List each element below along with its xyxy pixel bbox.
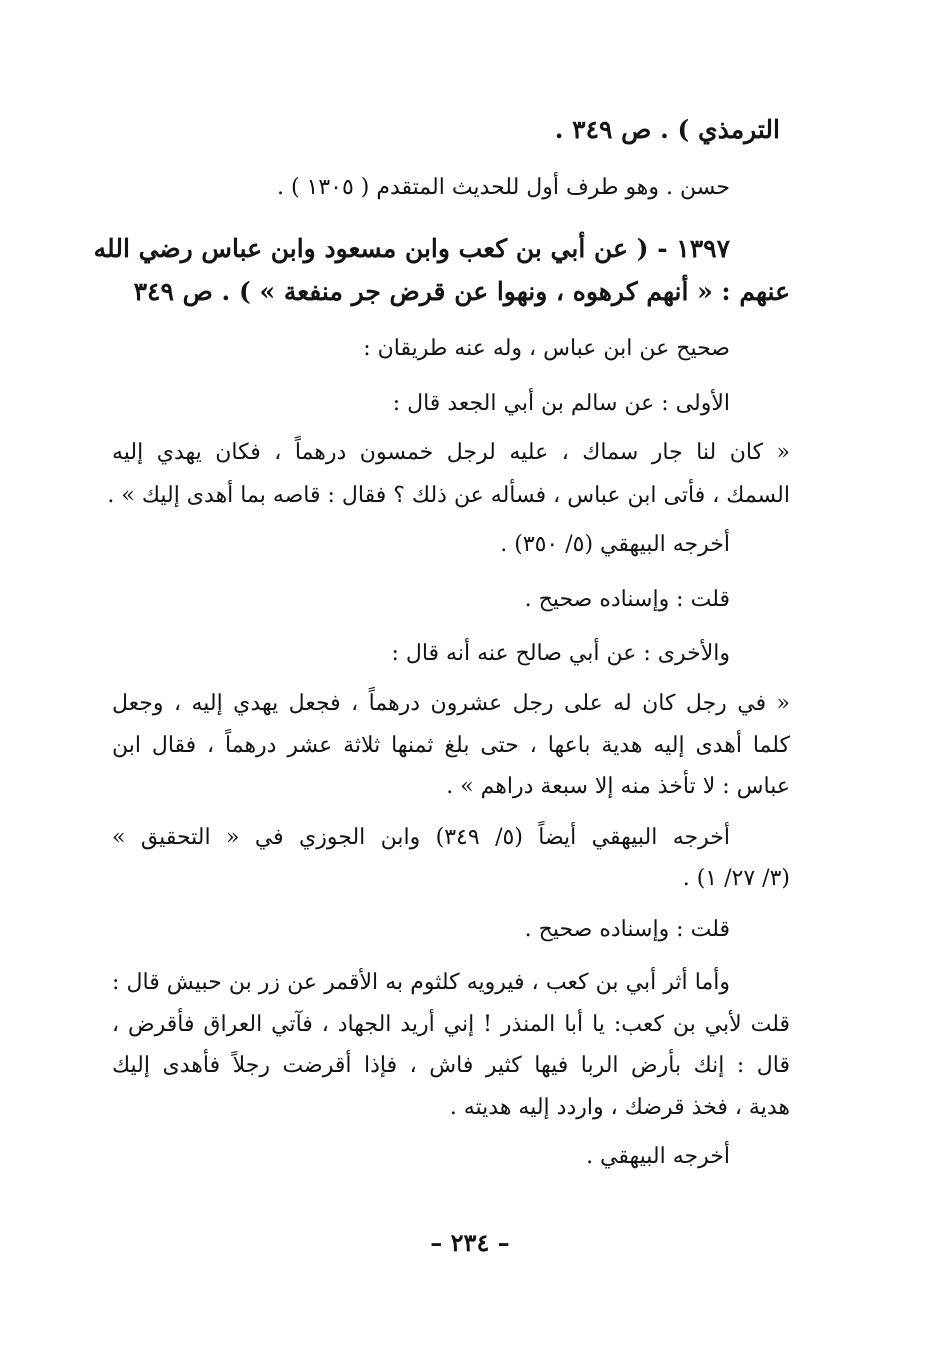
quote2-line-3: عباس : لا تأخذ منه إلا سبعة دراهم » . (446, 774, 790, 799)
text-line-15: أخرجه البيهقي أيضاً (٥/ ٣٤٩) وابن الجوزي في « التحقيق » (112, 825, 730, 850)
quote-line-1: « كان لنا جار سماك ، عليه لرجل خمسون درهماً ، فكان يهدي إليه (112, 440, 790, 465)
text-line-5: صحيح عن ابن عباس ، وله عنه طريقان : (363, 336, 730, 361)
text-line-16: (٣/ ٢٧/ ١) . (682, 866, 790, 891)
text-line-22: أخرجه البيهقي . (586, 1144, 730, 1169)
text-line-17: قلت : وإسناده صحيح . (524, 917, 730, 942)
text-line-20: قال : إنك بأرض الربا فيها كثير فاش ، فإذا أقرضت رجلاً فأهدى إليك (112, 1053, 790, 1078)
text-line-1: الترمذي ) . ص ٣٤٩ . (554, 115, 780, 144)
hadith-heading-line-1: ١٣٩٧ - ( عن أبي بن كعب وابن مسعود وابن عباس رضي الله (93, 234, 730, 263)
text-line-9: أخرجه البيهقي (٥/ ٣٥٠) . (500, 532, 730, 557)
text-line-11: والأخرى : عن أبي صالح عنه أنه قال : (391, 641, 730, 666)
quote2-line-1: « في رجل كان له على رجل عشرون درهماً ، فجعل يهدي إليه ، وجعل (112, 691, 790, 716)
text-line-6: الأولى : عن سالم بن أبي الجعد قال : (392, 391, 730, 416)
text-line-2: حسن . وهو طرف أول للحديث المتقدم ( ١٣٠٥ ) . (276, 175, 730, 200)
text-line-10: قلت : وإسناده صحيح . (524, 587, 730, 612)
quote-line-2: السمك ، فأتى ابن عباس ، فسأله عن ذلك ؟ فقال : قاصه بما أهدى إليك » . (107, 483, 790, 508)
text-line-19: قلت لأبي بن كعب: يا أبا المنذر ! إني أريد الجهاد ، فآتي العراق فأقرض ، (112, 1012, 790, 1037)
text-line-18: وأما أثر أبي بن كعب ، فيرويه كلثوم به الأقمر عن زر بن حبيش قال : (112, 970, 730, 995)
hadith-heading-line-2: عنهم : « أنهم كرهوه ، ونهوا عن قرض جر منفعة » ) . ص ٣٤٩ (133, 277, 790, 306)
quote2-line-2: كلما أهدى إليه هدية باعها ، حتى بلغ ثمنها ثلاثة عشر درهماً ، فقال ابن (112, 733, 790, 758)
text-line-21: هدية ، فخذ قرضك ، واردد إليه هديته . (449, 1095, 790, 1120)
page-number: – ٢٣٤ – (430, 1228, 510, 1257)
